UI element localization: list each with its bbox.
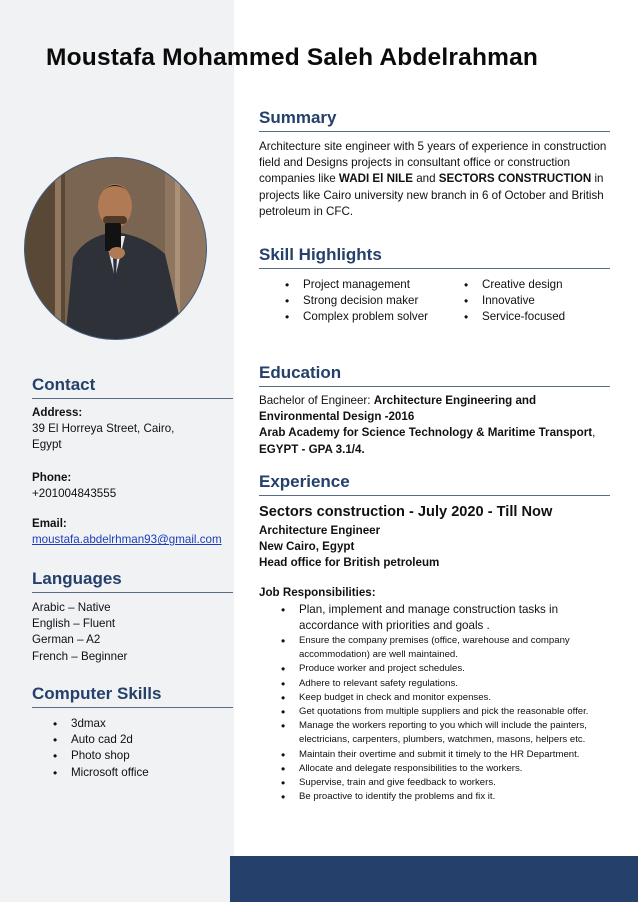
education-comma: , bbox=[592, 426, 596, 440]
responsibility-item: • Get quotations from multiple suppliers and pick the reasonable offer. bbox=[281, 705, 611, 719]
computer-skills-heading: Computer Skills bbox=[32, 684, 233, 708]
language-item: English – Fluent bbox=[32, 617, 116, 631]
profile-photo-illustration bbox=[25, 158, 207, 340]
skill-item: • Creative design bbox=[464, 277, 604, 293]
responsibility-item: • Manage the workers reporting to you which will include the painters, electricians, carpenters, plumbers, watchmen, masons, helpers etc. bbox=[281, 719, 611, 747]
education-degree: Architecture Engineering and Environmental Design -2016 bbox=[259, 394, 537, 424]
summary-text bbox=[259, 139, 613, 220]
computer-skill-item: • 3dmax bbox=[53, 716, 223, 732]
job-office: Head office for British petroleum bbox=[259, 556, 440, 570]
job-location-city: New Cairo bbox=[259, 540, 316, 554]
responsibility-item: • Be proactive to identify the problems and fix it. bbox=[281, 790, 611, 804]
job-location bbox=[259, 539, 599, 555]
responsibility-item: • Maintain their overtime and submit it timely to the HR Department. bbox=[281, 748, 611, 762]
experience-heading: Experience bbox=[259, 472, 610, 496]
summary-bold-company-2: SECTORS CONSTRUCTION bbox=[438, 172, 592, 186]
summary-text-1: Architecture site engineer with 5 years of experience in construction field and Designs projects in consultant office or construction companies like bbox=[259, 140, 607, 186]
footer-bar bbox=[230, 856, 638, 902]
language-item: German – A2 bbox=[32, 633, 101, 647]
responsibility-item: • Supervise, train and give feedback to workers. bbox=[281, 776, 611, 790]
language-item: French – Beginner bbox=[32, 649, 128, 663]
education-gpa: EGYPT - GPA 3.1/4. bbox=[259, 442, 365, 456]
responsibility-item: • Produce worker and project schedules. bbox=[281, 662, 611, 676]
computer-skill-item: • Auto cad 2d bbox=[53, 732, 223, 748]
skill-item: • Project management bbox=[285, 277, 455, 293]
responsibility-item: • Keep budget in check and monitor expenses. bbox=[281, 691, 611, 705]
skills-heading: Skill Highlights bbox=[259, 245, 610, 269]
profile-photo bbox=[24, 157, 207, 340]
phone-label: Phone: bbox=[32, 470, 72, 484]
job-location-country: Egypt bbox=[322, 540, 355, 554]
address-line-2: Egypt bbox=[32, 438, 62, 452]
job-role: Architecture Engineer bbox=[259, 524, 381, 537]
responsibility-item: • Allocate and delegate responsibilities to the workers. bbox=[281, 762, 611, 776]
computer-skill-item: • Microsoft office bbox=[53, 765, 223, 781]
address-label: Address: bbox=[32, 406, 83, 419]
job-title: Sectors construction - July 2020 - Till Now bbox=[259, 504, 553, 520]
responsibilities-heading: Job Responsibilities: bbox=[259, 586, 376, 599]
summary-bold-company-1: WADI El NILE bbox=[338, 172, 413, 186]
candidate-name: Moustafa Mohammed Saleh Abdelrahman bbox=[46, 44, 539, 71]
education-school: Arab Academy for Science Technology & Maritime Transport bbox=[259, 426, 593, 440]
education-heading: Education bbox=[259, 363, 610, 387]
contact-details bbox=[32, 405, 232, 548]
email-link[interactable]: moustafa.abdelrhman93@gmail.com bbox=[32, 533, 222, 547]
education-prefix: Bachelor of Engineer: bbox=[259, 394, 374, 407]
address-line-1: 39 El Horreya Street, Cairo, bbox=[32, 422, 175, 436]
languages-list bbox=[32, 600, 232, 665]
contact-heading: Contact bbox=[32, 375, 233, 399]
skill-item: • Service-focused bbox=[464, 309, 604, 325]
responsibilities-first bbox=[281, 602, 581, 634]
responsibility-item: • Ensure the company premises (office, warehouse and company accommodation) are well maintained. bbox=[281, 634, 611, 662]
computer-skill-item: • Photo shop bbox=[53, 748, 223, 764]
skill-item: • Innovative bbox=[464, 293, 604, 309]
summary-heading: Summary bbox=[259, 108, 610, 132]
summary-text-3: in projects like Cairo university new branch in 6 of October and British petroleum in CFC. bbox=[259, 172, 604, 218]
language-item: Arabic – Native bbox=[32, 601, 111, 614]
education-details bbox=[259, 393, 599, 458]
job-details bbox=[259, 523, 599, 572]
computer-skills-list bbox=[53, 716, 223, 781]
email-label: Email: bbox=[32, 517, 67, 531]
languages-heading: Languages bbox=[32, 569, 233, 593]
skill-item: • Complex problem solver bbox=[285, 309, 455, 325]
responsibility-item: • Plan, implement and manage construction tasks in accordance with priorities and goals . bbox=[281, 602, 581, 634]
responsibility-item: • Adhere to relevant safety regulations. bbox=[281, 677, 611, 691]
responsibilities-list bbox=[281, 634, 611, 804]
phone-number: +201004843555 bbox=[32, 486, 117, 500]
skills-list-right bbox=[464, 277, 604, 326]
skill-item: • Strong decision maker bbox=[285, 293, 455, 309]
skills-list-left bbox=[285, 277, 455, 326]
job-location-sep: , bbox=[315, 540, 323, 554]
summary-text-2: and bbox=[412, 172, 439, 186]
